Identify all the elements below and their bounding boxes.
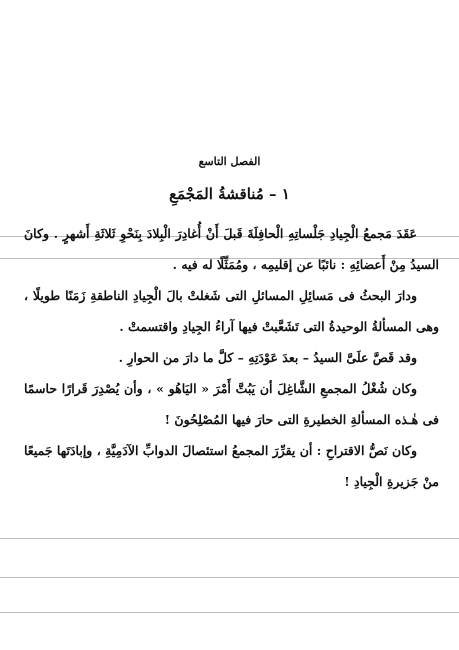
- body-text: [24, 218, 439, 497]
- paragraph-debate: ودارَ البحثُ فى مَسائِلِ المسائلِ التى شَغلتْ بالَ الْجِيادِ الناطقةِ زَمَنًا طويلًا ، وهى المسألةُ الوحيدةُ التى تَشَعَّبتْ فيها آراءُ الجِيادِ واقتسمتْ .: [24, 288, 439, 334]
- paragraph-council-session: عَقَدَ مَجمعُ الْجِيادِ جَلْساتِهِ الْحافِلَةَ قَبلَ أَنْ أُغادِرَ الْبِلادَ بِنَحْوِ ثَلاثَةِ أَشهرٍ . وكانَ السيدُ مِنْ أَعضائِهِ : نائبًا عن إقليمِه ، ومُمَثِّلًا له فيه .: [24, 226, 439, 272]
- guide-line: [0, 577, 459, 578]
- chapter-title: الفصل التاسع: [198, 155, 261, 168]
- paragraph-yahoo-question: وكان شُغْلُ المجمعِ الشَّاغِلَ أن يَبُتَّ أَمْرَ « اليَاهُو » ، وأن يُصْدِرَ قَرارًا حاسمًا فى هٰـذه المسألةِ الخطيرةِ التى حارَ فيها المُصْلِحُونَ !: [24, 381, 439, 427]
- section-title: ١ – مُناقشةُ المَجْمَعِ: [169, 185, 290, 203]
- paragraph-proposal: وكان نَصُّ الاقتراحِ : أن يقرِّرَ المجمعُ استئصالَ الدوابِّ الآدَمِيَّةِ ، وإبادَتَها جَميعًا منْ جَزيرةِ الْجِيادِ !: [24, 443, 439, 489]
- guide-line: [0, 612, 459, 613]
- paragraph-master-recount: وقد قَصَّ علَىَّ السيدُ – بعدَ عَوْدَتِهِ – كلَّ ما دارَ من الحوارِ .: [118, 350, 417, 365]
- guide-line: [0, 538, 459, 539]
